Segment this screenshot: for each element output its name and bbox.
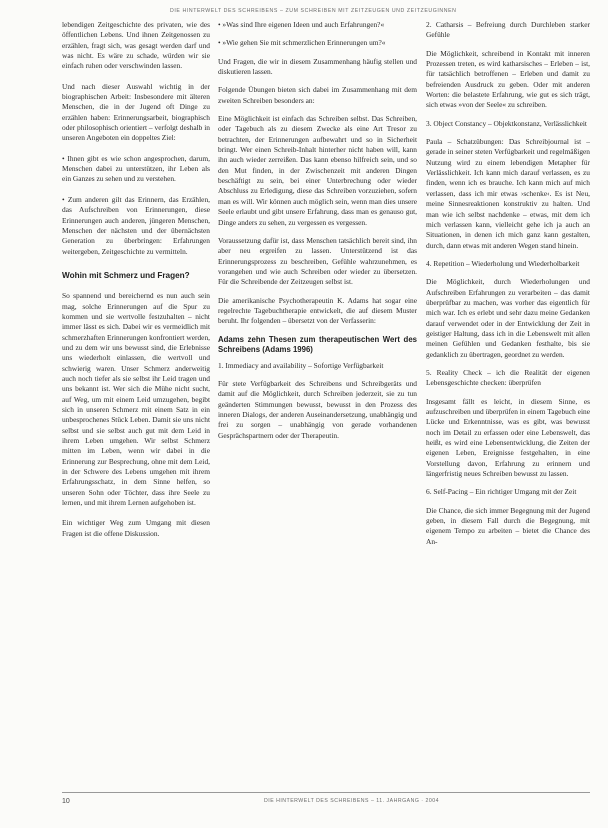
section-heading: Wohin mit Schmerz und Fragen? — [62, 270, 190, 280]
paragraph: • Zum anderen gilt das Erinnern, das Erzählen, das Aufschreiben von Erinnerungen, diese Erinnerungen auch anderen, jüngeren Menschen, Menschen der nächsten und der übernächsten Generation zu überbringen: Erfahrungen weitergeben, Zeitgeschichte zu vermitteln. — [62, 194, 210, 256]
page-number: 10 — [62, 798, 70, 805]
running-header: DIE HINTERWELT DES SCHREIBENS – ZUM SCHREIBEN MIT ZEITZEUGEN UND ZEITZEUGINNEN — [170, 8, 457, 14]
paragraph: Und nach dieser Auswahl wichtig in der biographischen Arbeit: Insbesondere mit älteren Menschen, die in der Jugend oft Dinge zu erzählen haben: Erinnerungsarbeit, biographisch oder philosophisch orientiert – verfolgt deshalb in unseren Angeboten ein doppeltes Ziel: — [62, 81, 210, 143]
paragraph: 5. Reality Check – ich die Realität der eigenen Lebensgeschichte checken: überprüfen — [426, 367, 590, 388]
paragraph: Voraussetzung dafür ist, dass Menschen tatsächlich bereit sind, ihn aber neu ergreifen zu lassen. Unterstützend ist das Erinnerungsprozess zu beschreiben, Gefühle wahrzunehmen, es vorangehen und wie auch Schreiben oder wieder zu übersetzen. Für die Schreibende der Zeitzeugen selbst ist. — [218, 235, 417, 287]
paragraph: lebendigen Zeitgeschichte des privaten, wie des öffentlichen Lebens. Und ihnen Zeitgenossen zu erzählen, fragt sich, was gesagt werden darf und was nicht. Es wäre zu schade, würden wir sie einfach ruhen oder verschwinden lassen. — [62, 20, 210, 71]
paragraph: • Ihnen gibt es wie schon angesprochen, darum, Menschen dabei zu unterstützen, ihr Leben als ein Ganzes zu sehen und zu verstehen. — [62, 153, 210, 184]
paragraph: Und Fragen, die wir in diesem Zusammenhang häufig stellen und diskutieren lassen. — [218, 56, 417, 77]
journal-footer: DIE HINTERWELT DES SCHREIBENS – 11. JAHRGANG · 2004 — [264, 798, 440, 804]
paragraph: So spannend und bereichernd es nun auch sein mag, solche Erinnerungen auf die Spur zu kommen und sie wertvolle festzuhalten – nicht immer lässt es sich. Dabei wir es vermeidlich mit schmerzhaften Erinnerungen konfrontiert werden, und zu dem wir uns bewusst sind, die Erlebnisse uns wiederholt einlassen, die wertvoll und schwierig waren. Unser Schmerz anderweitig auch noch tiefer als sie selbst ihr Leid tragen und uns bekannt ist. Wer sich die Mühe nicht sucht, auf Weg, um mit einem Leid umzugehen, begibt sich in unseren Schmerz mit einem Satz in ein unbesprochenes Stück Leben. Damit sie uns nicht selbst und sie selbst auch gut mit dem Leid in ihrem Leben umgehen. Wir selbst Schmerz mitten im Leben, wenn wir dabei in die Erinnerung zur Besprechung, ohne mit dem Leid, in der Schwere des Lebens umgehen mit ihrem Erfahrungsschatz, in dem Sinne helfen, so unseren Sohn oder Töchter, dass ihre Seele zu lernen, und mit ihrem Lernen aufgehoben ist. — [62, 291, 210, 508]
paragraph: • »Wie gehen Sie mit schmerzlichen Erinnerungen um?« — [218, 38, 386, 48]
paragraph: 2. Catharsis – Befreiung durch Durchleben starker Gefühle — [426, 20, 590, 40]
paragraph: Die Möglichkeit, schreibend in Kontakt mit inneren Prozessen treten, es wird katharsisches – Erleben – ist, für tatsächlich betroffenen – Erleben und damit zu befreienden Ausdruck zu geben. Oder mit anderen Worten: die belastete Erfahrung, wie gut es sich trägt, sich etwas »von der Seele« zu schreiben. — [426, 48, 590, 110]
paragraph: 1. Immediacy and availability – Sofortige Verfügbarkeit — [218, 360, 384, 370]
paragraph: Insgesamt fällt es leicht, in diesem Sinne, es aufzuschreiben und überprüfen in einem Tagebuch eine Lücke und Erkenntnisse, was es gibt, was bewusst noch im Detail zu erfassen oder eine Lebenswelt, das heißt, es wird eine Lebensentwicklung, die Zeiten der eigenen Leben, Ereignisse festgehalten, in eine Vorstellung davon, Erfahrung zu erinnern und längerfristig neues Schreiben bewusst zu lassen. — [426, 396, 590, 479]
paragraph: Ein wichtiger Weg zum Umgang mit diesen Fragen ist die offene Diskussion. — [62, 518, 210, 538]
column-right — [426, 20, 590, 555]
paragraph: Die amerikanische Psychotherapeutin K. Adams hat sogar eine regelrechte Tagebuchtherapie entwickelt, die auf diesem Muster beruht. Ihr folgenden – übersetzt von der Verfasserin: — [218, 295, 417, 326]
column-left — [62, 20, 210, 549]
section-heading: Adams zehn Thesen zum therapeutischen Wert des Schreibens (Adams 1996) — [218, 334, 417, 354]
paragraph: 6. Self-Pacing – Ein richtiger Umgang mit der Zeit — [426, 487, 577, 497]
footer-rule — [62, 792, 590, 793]
paragraph: • »Was sind Ihre eigenen Ideen und auch Erfahrungen?« — [218, 20, 385, 29]
column-middle — [218, 20, 417, 449]
paragraph: Für stete Verfügbarkeit des Schreibens und Schreibgeräts und damit auf die Möglichkeit, durch Schreiben jederzeit, sie zu tun geänderten Stimmungen bewusst, bewusst in den Prozess des inneren Dialogs, der anderen Auseinandersetzung, unabhängig und frei zu sorgen – unabhängig von gerade vorhandenen Gesprächspartnern oder der Therapeutin. — [218, 378, 417, 440]
paragraph: Folgende Übungen bieten sich dabei im Zusammenhang mit dem zweiten Schreiben besonders an: — [218, 85, 417, 105]
paragraph: Paula – Schatzübungen: Das Schreibjournal ist – gerade in seiner steten Verfügbarkeit und regelmäßigen Nutzung wird zu einem lebendigen Metapher für Verlässlichkeit. Ich kann mich darauf verlassen, es zu finden, wenn ich es brauche. Ich kann mich auf mich verlassen, dass ich mir etwas ›schenke‹. Es ist Neu, meine Sinnesreaktionen konstruktiv zu halten. Und man wie ich selbst nachdenke – etwas, mit dem ich mich verlassen kann, vielleicht gehe ich ja auch an Situationen, in denen ich mich ganz kann gestalten, durch, dann etwas mit anderen Wegen stand hinein. — [426, 137, 590, 250]
paragraph: Eine Möglichkeit ist einfach das Schreiben selbst. Das Schreiben, oder Tagebuch als zu diesem Zwecke als eine Art Tresor zu betrachten, der Erinnerungen aufbewahrt und so in Sicherheit bringt. Wer einen Schreib-Inhalt hinterher nicht haben will, kann ihn auch wieder zerreißen. Das kann ebenso hilfreich sein, und so den Mut finden, in der Zwischenzeit mit anderen Dingen beschäftigt zu sein, bei einer Unterbrechung oder wieder Abschluss zu Erledigung, diese das Schreiben vorzuziehen, sofern man es will. Wir können auch möglich sein, wenn man dies unsere Seele erlaubt und gibt unsere Erfahrung, dass man es genauso gut, Dinge anders zu sehen, zu vergessen es vergessen. — [218, 114, 417, 227]
paragraph: Die Chance, die sich immer Begegnung mit der Jugend geben, in diesem Fall durch die Begegnung, mit eigenem Tempo zu arbeiten – bietet die Chance des An- — [426, 505, 590, 546]
paragraph: Die Möglichkeit, durch Wiederholungen und Aufschreiben Erfahrungen zu verarbeiten – das damit überprüfbar zu machen, was vorher das eigentlich für mich war. Ich es erlebt und sehr dazu meine Gedanken darauf verwendet oder in der Entwicklung der Zeit in geistiger Haltung, dass ich in die Lebenswelt mit allen meinen Gefühlen und Gedanken festhalte, bis sie gedanklich zu übertragen, geordnet zu werden. — [426, 277, 590, 359]
paragraph: 3. Object Constancy – Objektkonstanz, Verlässlichkeit — [426, 118, 587, 128]
paragraph: 4. Repetition – Wiederholung und Wiederholbarkeit — [426, 258, 580, 268]
